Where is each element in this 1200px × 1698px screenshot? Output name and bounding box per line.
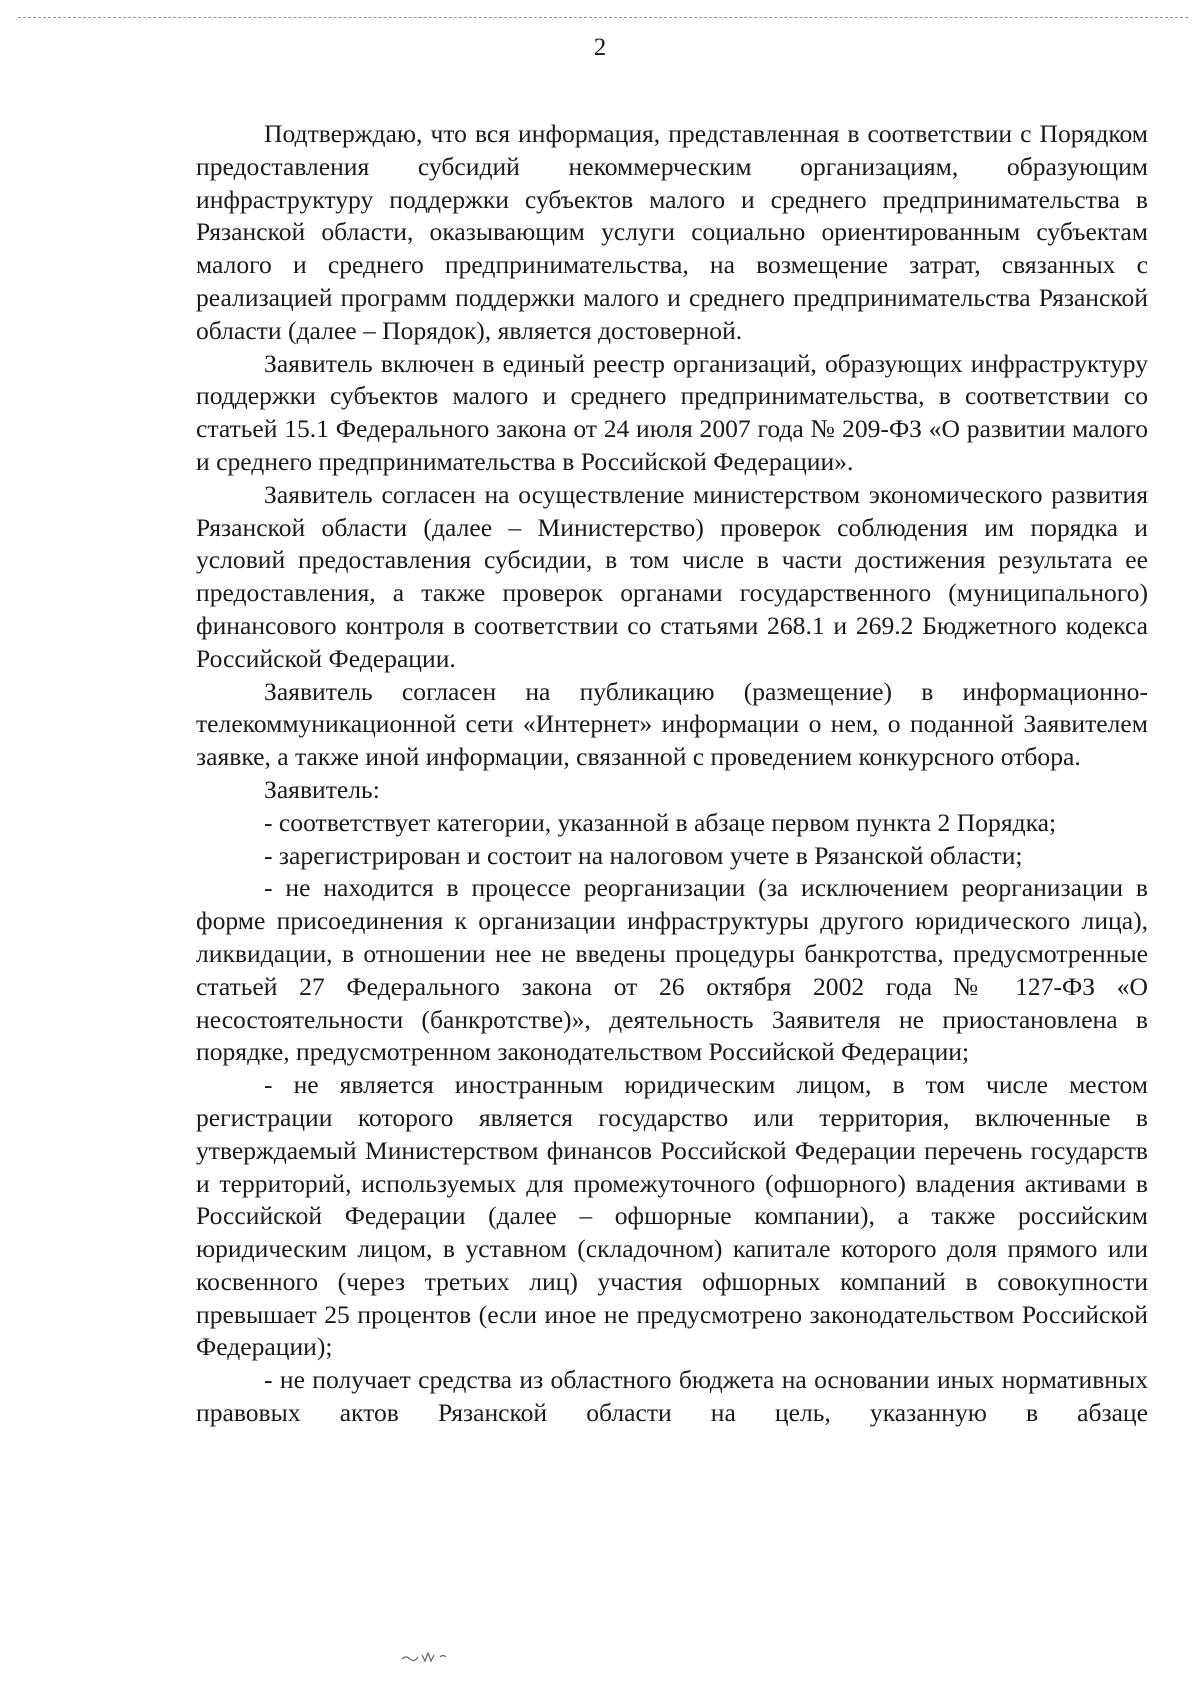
scan-edge-line <box>18 17 1188 18</box>
paragraph-publication-consent: Заявитель согласен на публикацию (размещение) в информационно-телекоммуникационной сети «Интернет» информации о нем, о поданной Заявителем заявке, а также иной информации, связанной с проведением конкурсного отбора. <box>196 676 1148 772</box>
paragraph-inspection-consent: Заявитель согласен на осуществление министерством экономического развития Рязанской области (далее – Министерство) проверок соблюдения им порядка и условий предоставления субсидии, в том числе в части достижения результата ее предоставления, а также проверок органами государственного (муниципального) финансового контроля в соответствии со статьями 268.1 и 269.2 Бюджетного кодекса Российской Федерации. <box>196 479 1148 673</box>
list-item-budget-funds: - не получает средства из областного бюджета на основании иных нормативных правовых актов Рязанской области на цель, указанную в абзаце <box>196 1365 1148 1428</box>
paragraph-registry: Заявитель включен в единый реестр организаций, образующих инфраструктуру поддержки субъектов малого и среднего предпринимательства, в соответствии со статьей 15.1 Федерального закона от 24 июля 2007 года № 209-ФЗ «О развитии малого и среднего предпринимательства в Российской Федерации». <box>196 348 1148 476</box>
document-body <box>196 118 1148 1430</box>
handwritten-mark <box>400 1645 460 1670</box>
list-item-reorganization: - не находится в процессе реорганизации (за исключением реорганизации в форме присоединения к организации инфраструктуры другого юридического лица), ликвидации, в отношении нее не введены процедуры банкротства, предусмотренные статьей 27 Федерального закона от 26 октября 2002 года № 127-ФЗ «О несостоятельности (банкротстве)», деятельность Заявителя не приостановлена в порядке, предусмотренном законодательством Российской Федерации; <box>196 873 1148 1067</box>
paragraph-confirmation: Подтверждаю, что вся информация, представленная в соответствии с Порядком предоставления субсидий некоммерческим организациям, образующим инфраструктуру поддержки субъектов малого и среднего предпринимательства в Рязанской области, оказывающим услуги социально ориентированным субъектам малого и среднего предпринимательства, на возмещение затрат, связанных с реализацией программ поддержки малого и среднего предпринимательства Рязанской области (далее – Порядок), является достоверной. <box>196 119 1148 345</box>
list-item-category: - соответствует категории, указанной в абзаце первом пункта 2 Порядка; <box>264 807 1057 837</box>
list-item-tax-registration: - зарегистрирован и состоит на налоговом учете в Рязанской области; <box>264 840 1023 870</box>
page-number: 2 <box>593 34 607 61</box>
paragraph-applicant-heading: Заявитель: <box>264 774 380 804</box>
list-item-foreign-entity: - не является иностранным юридическим лицом, в том числе местом регистрации которого является государство или территория, включенные в утверждаемый Министерством финансов Российской Федерации перечень государств и территорий, используемых для промежуточного (офшорного) владения активами в Российской Федерации (далее – офшорные компании), а также российским юридическим лицом, в уставном (складочном) капитале которого доля прямого или косвенного (через третьих лиц) участия офшорных компаний в совокупности превышает 25 процентов (если иное не предусмотрено законодательством Российской Федерации); <box>196 1070 1148 1362</box>
